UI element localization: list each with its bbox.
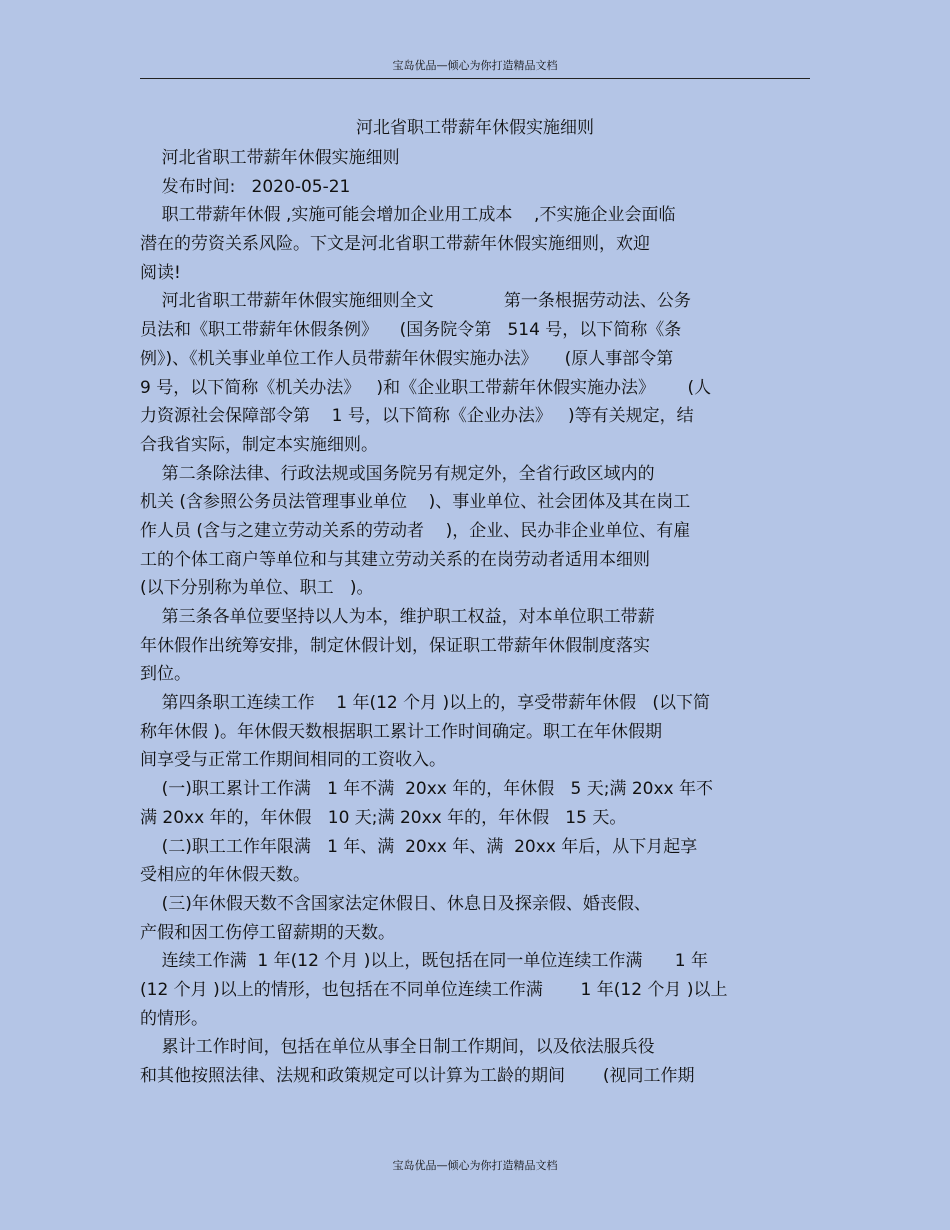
text-line: (12 个月 )以上的情形，也包括在不同单位连续工作满 1 年(12 个月 )以上 [140,979,728,1000]
text-line: 累计工作时间，包括在单位从事全日制工作期间，以及依法服兵役 [140,1037,655,1058]
text-line: 到位。 [140,664,191,685]
text-line: 阅读! [140,262,181,283]
text-line: 产假和因工伤停工留薪期的天数。 [140,922,395,943]
text-line: 发布时间: 2020-05-21 [140,176,351,197]
text-line: 例》)、《机关事业单位工作人员带薪年休假实施办法》 (原人事部令第 [140,348,674,369]
text-line: (以下分别称为单位、职工 )。 [140,578,374,599]
text-line: 间享受与正常工作期间相同的工资收入。 [140,750,446,771]
text-line: 河北省职工带薪年休假实施细则 [140,148,400,168]
header-divider [140,78,810,79]
text-line: (一)职工累计工作满 1 年不满 20xx 年的，年休假 5 天;满 20xx 年不 [140,779,713,800]
text-line: 满 20xx 年的，年休假 10 天;满 20xx 年的，年休假 15 天。 [140,807,627,828]
document-title: 河北省职工带薪年休假实施细则 [356,118,594,138]
text-line: 力资源社会保障部令第 1 号，以下简称《企业办法》 )等有关规定，结 [140,406,694,427]
text-line: 作人员 (含与之建立劳动关系的劳动者 )，企业、民办非企业单位、有雇 [140,520,691,541]
text-line: 机关 (含参照公务员法管理事业单位 )、事业单位、社会团体及其在岗工 [140,492,691,513]
text-line: 的情形。 [140,1008,208,1029]
text-line: (二)职工工作年限满 1 年、满 20xx 年、满 20xx 年后，从下月起享 [140,836,698,857]
text-line: 河北省职工带薪年休假实施细则全文 第一条根据劳动法、公务 [140,291,691,312]
text-line: 员法和《职工带薪年休假条例》 (国务院令第 514 号，以下简称《条 [140,320,682,341]
text-line: 受相应的年休假天数。 [140,865,310,886]
text-line: 9 号，以下简称《机关办法》 )和《企业职工带薪年休假实施办法》 (人 [140,377,712,398]
text-line: 潜在的劳资关系风险。下文是河北省职工带薪年休假实施细则，欢迎 [140,234,650,255]
text-line: 和其他按照法律、法规和政策规定可以计算为工龄的期间 (视同工作期 [140,1066,695,1086]
page-footer: 宝岛优品—倾心为你打造精品文档 [392,1159,558,1172]
text-line: (三)年休假天数不含国家法定休假日、休息日及探亲假、婚丧假、 [140,893,651,914]
text-line: 年休假作出统筹安排，制定休假计划，保证职工带薪年休假制度落实 [140,635,650,656]
text-line: 工的个体工商户等单位和与其建立劳动关系的在岗劳动者适用本细则 [140,549,650,570]
text-line: 称年休假 )。年休假天数根据职工累计工作时间确定。职工在年休假期 [140,721,663,742]
text-line: 第三条各单位要坚持以人为本，维护职工权益，对本单位职工带薪 [140,607,655,627]
text-line: 第二条除法律、行政法规或国务院另有规定外，全省行政区域内的 [140,463,655,484]
text-line: 职工带薪年休假 ,实施可能会增加企业用工成本 ,不实施企业会面临 [140,205,676,226]
text-line: 连续工作满 1 年(12 个月 )以上，既包括在同一单位连续工作满 1 年 [140,951,708,972]
text-line: 合我省实际，制定本实施细则。 [140,434,378,455]
document-body [140,144,810,1091]
page-header: 宝岛优品—倾心为你打造精品文档 [392,59,558,72]
text-line: 第四条职工连续工作 1 年(12 个月 )以上的，享受带薪年休假 (以下简 [140,693,710,714]
